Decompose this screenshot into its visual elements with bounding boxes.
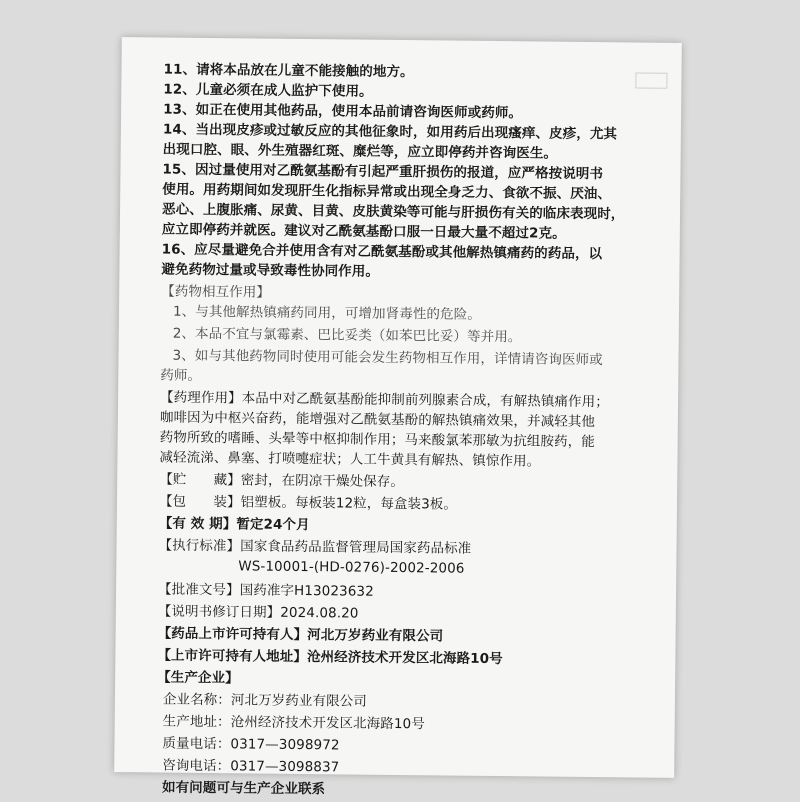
warning-line-16a: 16、应尽量避免合并使用含有对乙酰氨基酚或其他解热镇痛药的药品，以	[161, 241, 603, 263]
pharmacology-line-4: 减轻流涕、鼻塞、打喷嚏症状；人工牛黄具有解热、镇惊作用。	[159, 449, 541, 470]
mah-address: 【上市许可持有人地址】沧州经济技术开发区北海路10号	[157, 647, 503, 668]
quality-phone: 质量电话：0317—3098972	[162, 735, 340, 754]
standard-line: 【执行标准】国家食品药品监督管理局国家药品标准	[158, 537, 472, 557]
warning-line-11: 11、请将本品放在儿童不能接触的地方。	[163, 61, 414, 81]
warning-line-15a: 15、因过量使用对乙酰氨基酚有引起严重肝损伤的报道，应严格按说明书	[162, 161, 604, 183]
validity-line: 【有 效 期】暂定24个月	[158, 515, 310, 534]
warning-line-15c: 恶心、上腹胀痛、尿黄、目黄、皮肤黄染等可能与肝损伤有关的临床表现时，	[161, 201, 625, 223]
leaflet-content	[157, 61, 684, 798]
warning-line-16b: 避免药物过量或导致毒性协同作用。	[161, 261, 380, 280]
interaction-line-3b: 药师。	[160, 367, 202, 384]
section-heading-interactions: 【药物相互作用】	[161, 283, 271, 301]
approval-number: 【批准文号】国药准字H13023632	[157, 581, 374, 600]
pharmacology-line-1: 【药理作用】本品中对乙酰氨基酚能抑制前列腺素合成，有解热镇痛作用；	[160, 389, 609, 411]
leaflet-sheet	[114, 37, 682, 798]
revision-date: 【说明书修订日期】2024.08.20	[157, 603, 359, 622]
bleed-through-box	[635, 72, 667, 88]
warning-line-12: 12、儿童必须在成人监护下使用。	[163, 81, 373, 100]
company-name: 企业名称：河北万岁药业有限公司	[162, 691, 368, 710]
package-line: 【包 装】铝塑板。每板装12粒，每盒装3板。	[158, 493, 458, 513]
standard-code: WS-10001-(HD-0276)-2002-2006	[238, 558, 465, 577]
pharmacology-line-3: 药物所致的嗜睡、头晕等中枢抑制作用；马来酸氯苯那敏为抗组胺药，能	[159, 429, 595, 451]
interaction-line-1: 1、与其他解热镇痛药同用，可增加肾毒性的危险。	[172, 303, 481, 323]
mah-holder: 【药品上市许可持有人】河北万岁药业有限公司	[157, 625, 444, 645]
warning-line-13: 13、如正在使用其他药品，使用本品前请咨询医师或药师。	[163, 101, 523, 122]
warning-line-15b: 使用。用药期间如发现肝生化指标异常或出现全身乏力、食欲不振、厌油、	[162, 181, 612, 203]
warning-line-15d: 应立即停药并就医。建议对乙酰氨基酚口服一日最大量不超过2克。	[161, 221, 566, 242]
interaction-line-2: 2、本品不宜与氯霉素、巴比妥类（如苯巴比妥）等并用。	[172, 325, 522, 346]
warning-line-14a: 14、当出现皮疹或过敏反应的其他征象时，如用药后出现瘙痒、皮疹，尤其	[162, 121, 618, 143]
pharmacology-line-2: 咖啡因为中枢兴奋药，能增强对乙酰氨基酚的解热镇痛效果，并减轻其他	[159, 409, 596, 431]
production-address: 生产地址：沧州经济技术开发区北海路10号	[162, 713, 425, 733]
warning-line-14b: 出现口腔、眼、外生殖器红斑、糜烂等，应立即停药并咨询医生。	[162, 141, 558, 162]
consult-phone: 咨询电话：0317—3098837	[162, 757, 340, 776]
interaction-line-3a: 3、如与其他药物同时使用可能会发生药物相互作用，详情请咨询医师或	[172, 347, 603, 369]
contact-note: 如有问题可与生产企业联系	[161, 779, 326, 798]
manufacturer-heading: 【生产企业】	[157, 669, 239, 687]
storage-line: 【贮 藏】密封，在阴凉干燥处保存。	[159, 471, 405, 491]
